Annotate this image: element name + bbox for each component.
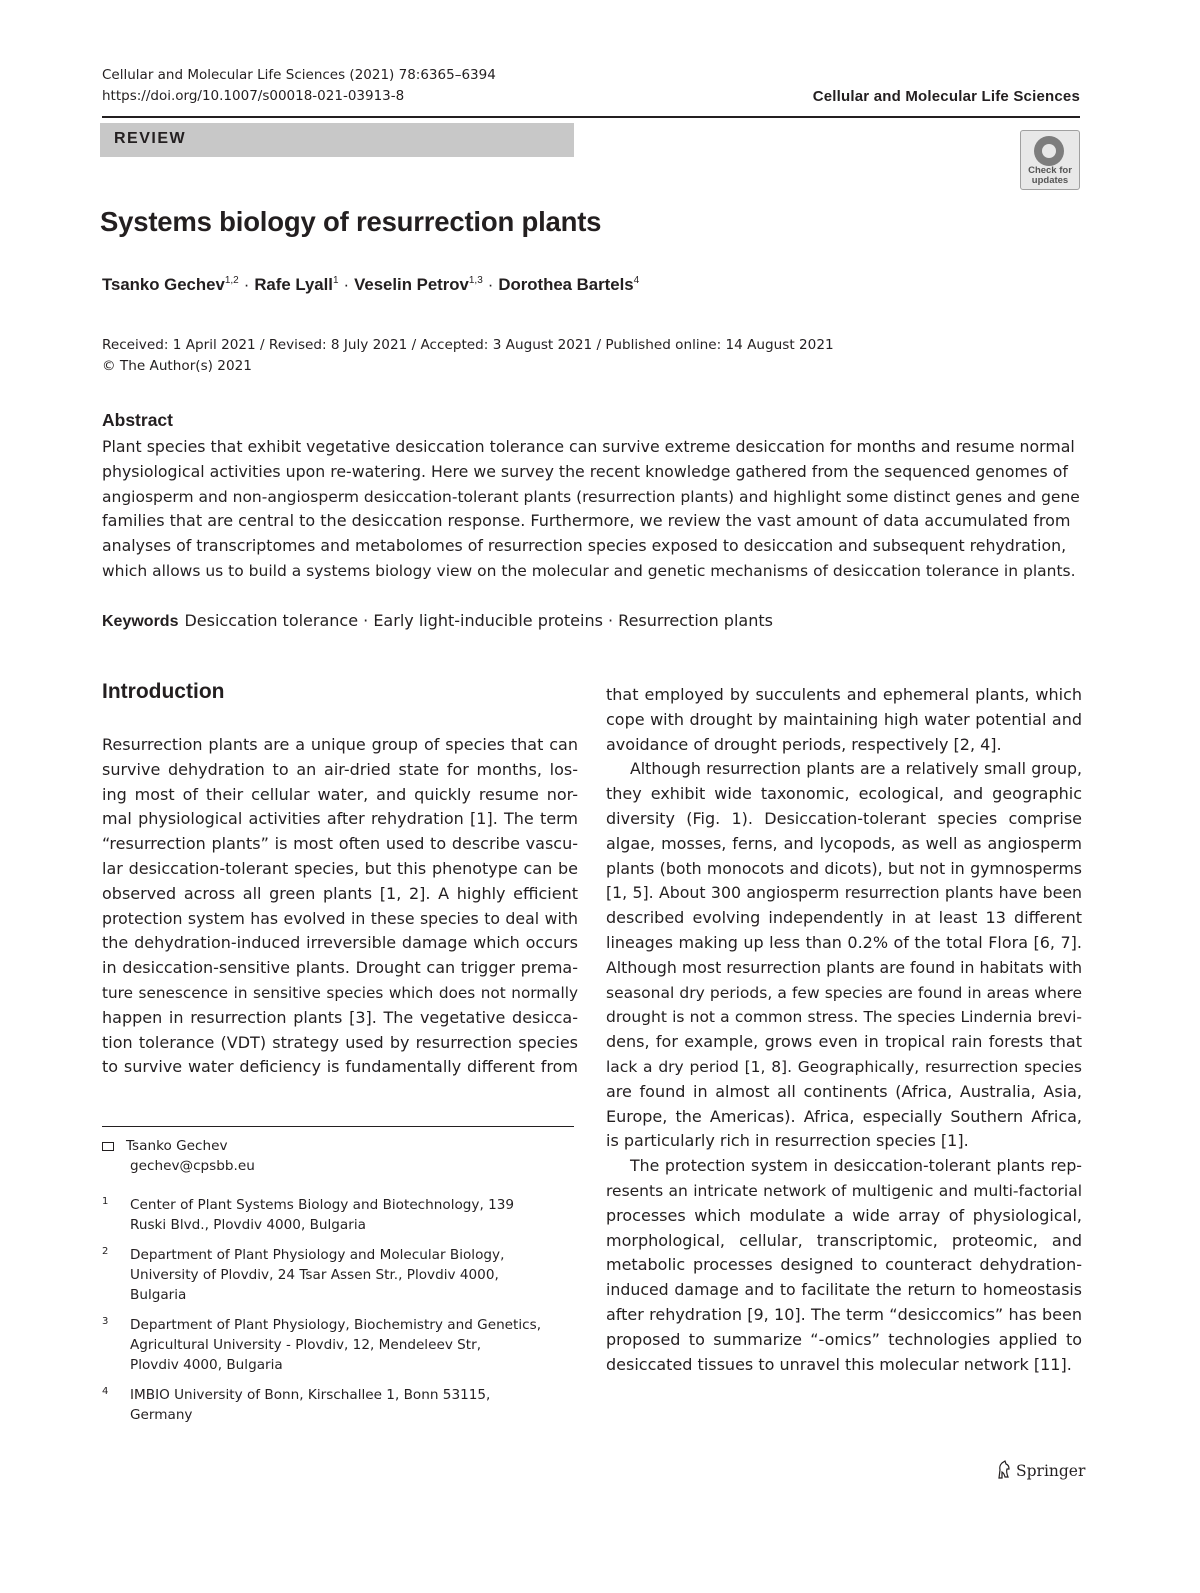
body-line: diversity (Fig. 1). Desiccation-tolerant species comprise <box>606 808 1082 828</box>
body-line: mal physiological activities after rehydration [1]. The term <box>102 809 578 829</box>
body-line: metabolic processes designed to counteract dehydration- <box>606 1255 1082 1275</box>
journal-name: Cellular and Molecular Life Sciences <box>812 88 1080 105</box>
body-line: seasonal dry periods, a few species are found in areas where <box>606 983 1082 1002</box>
author-list <box>102 275 639 295</box>
body-line: Although resurrection plants are a relatively small group, <box>630 759 1082 779</box>
abstract-line: physiological activities upon re-watering. Here we survey the recent knowledge gathered from the sequenced genomes of <box>102 461 1068 481</box>
body-line: Europe, the Americas). Africa, especially Southern Africa, <box>606 1106 1082 1126</box>
body-line: are found in almost all continents (Africa, Australia, Asia, <box>606 1081 1082 1101</box>
affiliation-line: IMBIO University of Bonn, Kirschallee 1, Bonn 53115, <box>130 1387 491 1403</box>
affiliation-number: 1 <box>102 1196 109 1207</box>
article-type-label: REVIEW <box>114 130 187 147</box>
body-line: survive dehydration to an air-dried state for months, los- <box>102 759 578 779</box>
publisher-name: Springer <box>1016 1462 1086 1480</box>
keywords-label: Keywords <box>102 613 179 630</box>
update-icon <box>1034 136 1064 166</box>
body-line: induced damage and to facilitate the return to homeostasis <box>606 1280 1082 1300</box>
keywords-list: Desiccation tolerance · Early light-inducible proteins · Resurrection plants <box>184 611 773 630</box>
body-line: to survive water deficiency is fundamentally different from <box>102 1057 578 1077</box>
body-line: in desiccation-sensitive plants. Drought can trigger prema- <box>102 958 578 978</box>
history-dates: Received: 1 April 2021 / Revised: 8 July 2021 / Accepted: 3 August 2021 / Published online: 14 August 2021 <box>102 337 834 353</box>
author-name[interactable]: Rafe Lyall <box>254 275 333 294</box>
author-affiliation: 4 <box>633 275 640 286</box>
author-name[interactable]: Dorothea Bartels <box>498 275 634 294</box>
body-line: lineages making up less than 0.2% of the total Flora [6, 7]. <box>606 932 1082 952</box>
affiliation-number: 2 <box>102 1246 109 1257</box>
body-line: morphological, cellular, transcriptomic, proteomic, and <box>606 1230 1082 1250</box>
body-line: protection system has evolved in these species to deal with <box>102 908 578 928</box>
abstract-text <box>102 435 1080 584</box>
body-line: drought is not a common stress. The species Lindernia brevi- <box>606 1008 1082 1027</box>
affiliation-line: Germany <box>130 1407 193 1423</box>
doi-link[interactable]: https://doi.org/10.1007/s00018-021-03913-8 <box>102 88 405 104</box>
body-line: cope with drought by maintaining high water potential and <box>606 709 1082 729</box>
affiliation-line: University of Plovdiv, 24 Tsar Assen Str., Plovdiv 4000, <box>130 1267 499 1283</box>
affiliation-line: Center of Plant Systems Biology and Biotechnology, 139 <box>130 1197 515 1213</box>
body-line: ing most of their cellular water, and quickly resume nor- <box>102 784 578 804</box>
body-line: Resurrection plants are a unique group of species that can <box>102 735 578 754</box>
mail-icon <box>102 1142 114 1151</box>
article-title: Systems biology of resurrection plants <box>100 206 602 237</box>
body-line: lack a dry period [1, 8]. Geographically, resurrection species <box>606 1057 1082 1076</box>
body-line: that employed by succulents and ephemeral plants, which <box>606 685 1082 704</box>
abstract-line: families that are central to the desiccation response. Furthermore, we review the vast amount of data accumulated from <box>102 511 1071 531</box>
copyright: © The Author(s) 2021 <box>102 358 252 374</box>
affiliation-line: Agricultural University - Plovdiv, 12, Mendeleev Str, <box>130 1337 482 1353</box>
body-line: resents an intricate network of multigenic and multi-factorial <box>606 1181 1082 1200</box>
author-separator: · <box>243 275 250 294</box>
affiliation-line: Bulgaria <box>130 1287 187 1303</box>
contact-email[interactable]: gechev@cpsbb.eu <box>130 1158 255 1174</box>
contact-name: Tsanko Gechev <box>126 1138 228 1154</box>
body-line: desiccated tissues to unravel this molecular network [11]. <box>606 1354 1072 1374</box>
body-line: avoidance of drought periods, respectively [2, 4]. <box>606 734 1002 754</box>
left-column-text <box>102 733 578 1080</box>
author-affiliation: 1,2 <box>224 275 239 286</box>
author-affiliation: 1,3 <box>468 275 483 286</box>
body-line: Although most resurrection plants are found in habitats with <box>606 957 1083 977</box>
check-for-updates-badge[interactable] <box>1020 130 1080 190</box>
header-rule <box>102 116 1080 118</box>
body-line: lar desiccation-tolerant species, but this phenotype can be <box>102 858 578 878</box>
affiliation-line: Department of Plant Physiology and Molecular Biology, <box>130 1247 505 1263</box>
body-line: [1, 5]. About 300 angiosperm resurrection plants have been <box>606 883 1082 903</box>
citation-header <box>102 65 496 107</box>
body-line: ture senescence in sensitive species which does not normally <box>102 983 578 1002</box>
abstract-line: analyses of transcriptomes and metabolomes of resurrection species exposed to desiccation and subsequent rehydration, <box>102 536 1067 556</box>
affiliation-line: Plovdiv 4000, Bulgaria <box>130 1357 283 1373</box>
abstract-line: which allows us to build a systems biology view on the molecular and genetic mechanisms of desiccation tolerance in plants. <box>102 561 1076 580</box>
author-separator: · <box>487 275 494 294</box>
author-name[interactable]: Veselin Petrov <box>354 275 469 294</box>
body-line: described evolving independently in at least 13 different <box>606 908 1082 928</box>
body-line: they exhibit wide taxonomic, ecological, and geographic <box>606 784 1082 804</box>
body-line: dens, for example, grows even in tropical rain forests that <box>606 1032 1082 1052</box>
affiliation-number: 3 <box>102 1316 109 1327</box>
body-line: plants (both monocots and dicots), but not in gymnosperms <box>606 858 1082 878</box>
body-line: “resurrection plants” is most often used to describe vascu- <box>102 834 578 854</box>
publisher-logo <box>996 1460 1085 1480</box>
affiliation-line: Department of Plant Physiology, Biochemistry and Genetics, <box>130 1317 542 1333</box>
body-line: is particularly rich in resurrection species [1]. <box>606 1131 969 1151</box>
publication-dates <box>102 335 834 377</box>
keywords <box>102 610 773 633</box>
abstract-heading: Abstract <box>102 410 173 430</box>
article-type-bar <box>100 123 574 157</box>
footnote-rule <box>102 1126 574 1127</box>
body-line: observed across all green plants [1, 2]. A highly efficient <box>102 883 578 903</box>
body-line: The protection system in desiccation-tolerant plants rep- <box>630 1156 1082 1176</box>
affiliation-line: Ruski Blvd., Plovdiv 4000, Bulgaria <box>130 1217 366 1233</box>
badge-text-line1: Check for <box>1028 165 1072 176</box>
body-line: processes which modulate a wide array of physiological, <box>606 1205 1082 1225</box>
body-line: happen in resurrection plants [3]. The vegetative desicca- <box>102 1007 578 1027</box>
body-line: algae, mosses, ferns, and lycopods, as well as angiosperm <box>606 833 1082 853</box>
badge-text-line2: updates <box>1031 175 1069 186</box>
affiliation-number: 4 <box>102 1386 109 1397</box>
abstract-line: angiosperm and non-angiosperm desiccation-tolerant plants (resurrection plants) and highlight some distinct genes and gene <box>102 487 1080 506</box>
body-line: the dehydration-induced irreversible damage which occurs <box>102 933 578 953</box>
introduction-heading: Introduction <box>102 680 225 703</box>
corresponding-author <box>102 1136 228 1156</box>
right-column-text <box>606 683 1082 1377</box>
journal-citation: Cellular and Molecular Life Sciences (2021) 78:6365–6394 <box>102 67 496 83</box>
author-name[interactable]: Tsanko Gechev <box>102 275 225 294</box>
body-line: tion tolerance (VDT) strategy used by resurrection species <box>102 1032 578 1052</box>
author-separator: · <box>343 275 350 294</box>
abstract-line: Plant species that exhibit vegetative desiccation tolerance can survive extreme desiccation for months and resume normal <box>102 437 1075 456</box>
author-affiliation: 1 <box>332 275 339 286</box>
springer-horse-icon <box>996 1460 1012 1480</box>
body-line: after rehydration [9, 10]. The term “desiccomics” has been <box>606 1304 1082 1324</box>
body-line: proposed to summarize “-omics” technologies applied to <box>606 1329 1082 1349</box>
